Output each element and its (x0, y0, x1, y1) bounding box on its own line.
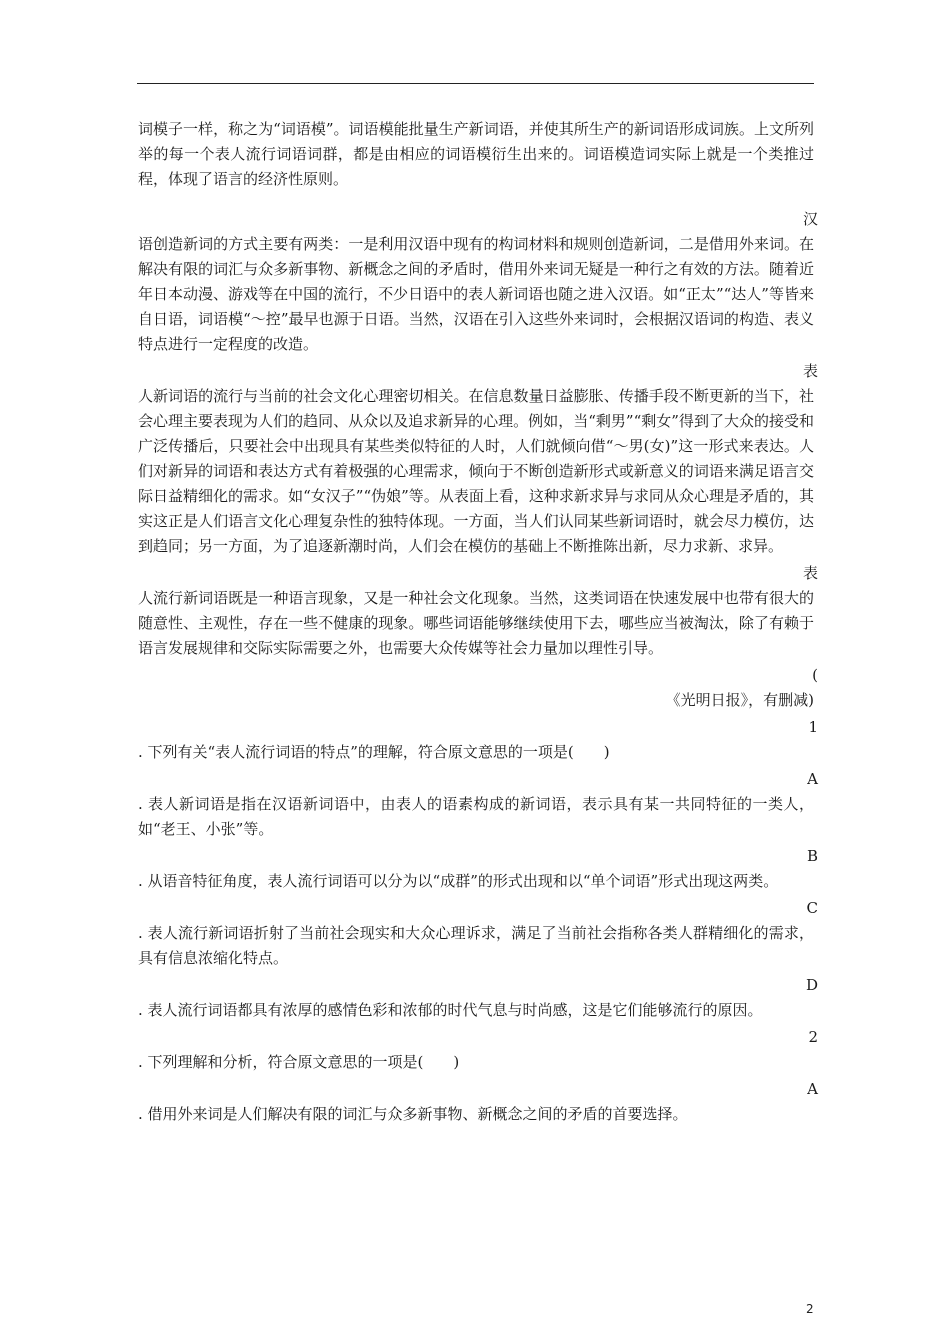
question-2-option-a: . 借用外来词是人们解决有限的词汇与众多新事物、新概念之间的矛盾的首要选择。 (138, 1105, 688, 1123)
option-label-a-q2: A (807, 1080, 818, 1098)
question-1-option-b: . 从语音特征角度，表人流行词语可以分为以“成群”的形式出现和以“单个词语”形式出现这两类。 (138, 872, 779, 890)
question-1-option-a: . 表人新词语是指在汉语新词语中，由表人的语素构成的新词语，表示具有某一共同特征的一类人，如“老王、小张”等。 (138, 795, 814, 838)
margin-marker-biao-1: 表 (802, 362, 818, 380)
margin-marker-han: 汉 (802, 210, 818, 228)
header-rule (137, 83, 814, 84)
page-number: 2 (806, 1302, 814, 1316)
question-1-option-c: . 表人流行新词语折射了当前社会现实和大众心理诉求，满足了当前社会指称各类人群精细化的需求，具有信息浓缩化特点。 (138, 924, 814, 967)
option-label-d: D (805, 976, 818, 994)
paragraph-3: 人新词语的流行与当前的社会文化心理密切相关。在信息数量日益膨胀、传播手段不断更新的当下，社会心理主要表现为人们的趋同、从众以及追求新异的心理。例如，当“剩男”“剩女”得到了大众的接受和广泛传播后，只要社会中出现具有某些类似特征的人时，人们就倾向借“～男(女)”这一形式来表达。人们对新异的词语和表达方式有着极强的心理需求，倾向于不断创造新形式或新意义的词语来满足语言交际日益精细化的需求。如“女汉子”“伪娘”等。从表面上看，这种求新求异与求同从众心理是矛盾的，其实这正是人们语言文化心理复杂性的独特体现。一方面，当人们认同某些新词语时，就会尽力模仿，达到趋同；另一方面，为了追逐新潮时尚，人们会在模仿的基础上不断推陈出新，尽力求新、求异。 (138, 387, 814, 555)
question-2-stem: . 下列理解和分析，符合原文意思的一项是( ) (138, 1053, 460, 1071)
margin-marker-biao-2: 表 (802, 564, 818, 582)
question-number-2: 2 (808, 1028, 818, 1046)
document-body (138, 117, 828, 1127)
option-label-a: A (807, 770, 818, 788)
margin-marker-paren: ( (812, 666, 818, 684)
paragraph-2: 语创造新词的方式主要有两类：一是利用汉语中现有的构词材料和规则创造新词，二是借用外来词。在解决有限的词汇与众多新事物、新概念之间的矛盾时，借用外来词无疑是一种行之有效的方法。随着近年日本动漫、游戏等在中国的流行，不少日语中的表人新词语也随之进入汉语。如“正太”“达人”等皆来自日语，词语模“～控”最早也源于日语。当然，汉语在引入这些外来词时，会根据汉语词的构造、表义特点进行一定程度的改造。 (138, 235, 814, 353)
source-citation: 《光明日报》，有删减) (665, 691, 814, 709)
question-1-stem: . 下列有关“表人流行词语的特点”的理解，符合原文意思的一项是( ) (138, 743, 610, 761)
option-label-b: B (806, 847, 818, 865)
question-1-option-d: . 表人流行词语都具有浓厚的感情色彩和浓郁的时代气息与时尚感，这是它们能够流行的原因。 (138, 1001, 763, 1019)
paragraph-1: 词模子一样，称之为“词语模”。词语模能批量生产新词语，并使其所生产的新词语形成词族。上文所列举的每一个表人流行词语词群，都是由相应的词语模衍生出来的。词语模造词实际上就是一个类推过程，体现了语言的经济性原则。 (138, 120, 814, 188)
option-label-c: C (806, 899, 818, 917)
paragraph-4: 人流行新词语既是一种语言现象，又是一种社会文化现象。当然，这类词语在快速发展中也带有很大的随意性、主观性，存在一些不健康的现象。哪些词语能够继续使用下去，哪些应当被淘汰，除了有赖于语言发展规律和交际实际需要之外，也需要大众传媒等社会力量加以理性引导。 (138, 589, 814, 657)
question-number-1: 1 (808, 718, 818, 736)
